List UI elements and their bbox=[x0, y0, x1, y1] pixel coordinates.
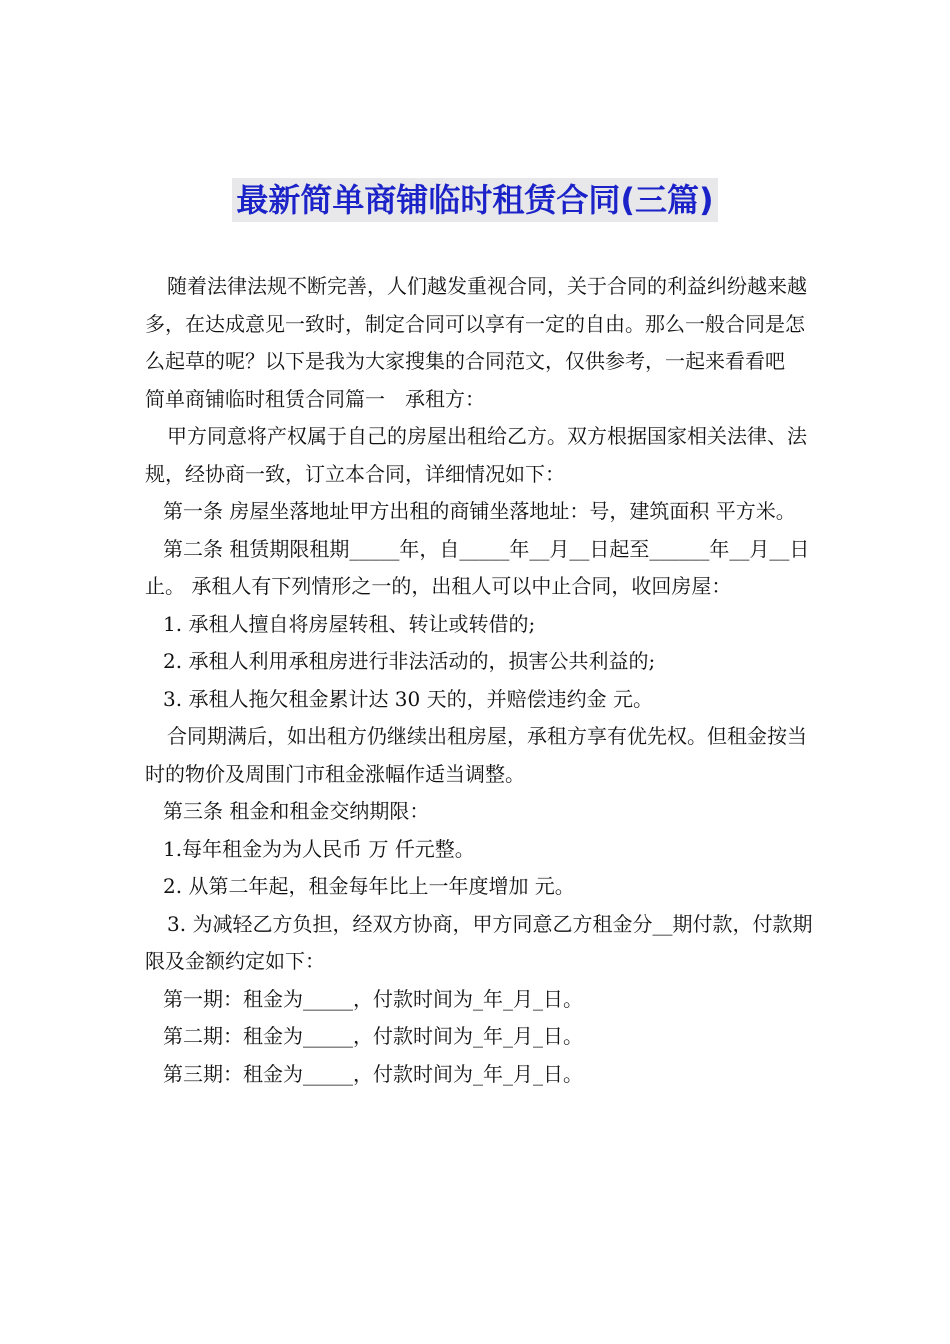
payment-period: 第二期：租金为_____，付款时间为_年_月_日。 bbox=[163, 1024, 583, 1048]
clause-item: 1. 承租人擅自将房屋转租、转让或转借的; bbox=[163, 611, 536, 636]
article-three: 第三条 租金和租金交纳期限： bbox=[163, 799, 430, 823]
document-body bbox=[145, 268, 815, 1093]
clause-item: 2. 从第二年起，租金每年比上一年度增加 元。 bbox=[163, 874, 575, 898]
clause-item: 3. 承租人拖欠租金累计达 30 天的，并赔偿违约金 元。 bbox=[163, 686, 653, 711]
clause-item: 1.每年租金为为人民币 万 仟元整。 bbox=[163, 836, 475, 861]
clause-item: 3. 为减轻乙方负担，经双方协商，甲方同意乙方租金分__期付款，付款期限及金额约定如下： bbox=[145, 911, 813, 973]
payment-period: 第一期：租金为_____，付款时间为_年_月_日。 bbox=[163, 986, 583, 1011]
contract-heading: 简单商铺临时租赁合同篇一 承租方： bbox=[145, 386, 485, 411]
document-title: 最新简单商铺临时租赁合同(三篇) bbox=[232, 178, 717, 222]
title-container bbox=[0, 178, 950, 222]
clause-item: 2. 承租人利用承租房进行非法活动的，损害公共利益的; bbox=[163, 649, 656, 673]
renewal-paragraph: 合同期满后，如出租方仍继续出租房屋，承租方享有优先权。但租金按当时的物价及周围门市租金涨幅作适当调整。 bbox=[145, 724, 807, 786]
payment-period: 第三期：租金为_____，付款时间为_年_月_日。 bbox=[163, 1061, 583, 1086]
agreement-paragraph: 甲方同意将产权属于自己的房屋出租给乙方。双方根据国家相关法律、法规，经协商一致，订立本合同，详细情况如下： bbox=[145, 424, 807, 486]
article-two: 第二条 租赁期限租期_____年，自_____年__月__日起至______年__月__日止。 承租人有下列情形之一的，出租人可以中止合同，收回房屋： bbox=[145, 536, 810, 598]
intro-paragraph: 随着法律法规不断完善，人们越发重视合同，关于合同的利益纠纷越来越多，在达成意见一致时，制定合同可以享有一定的自由。那么一般合同是怎么起草的呢？以下是我为大家搜集的合同范文，仅供参考，一起来看看吧 bbox=[145, 274, 807, 373]
article-one: 第一条 房屋坐落地址甲方出租的商铺坐落地址：号，建筑面积 平方米。 bbox=[163, 499, 796, 523]
